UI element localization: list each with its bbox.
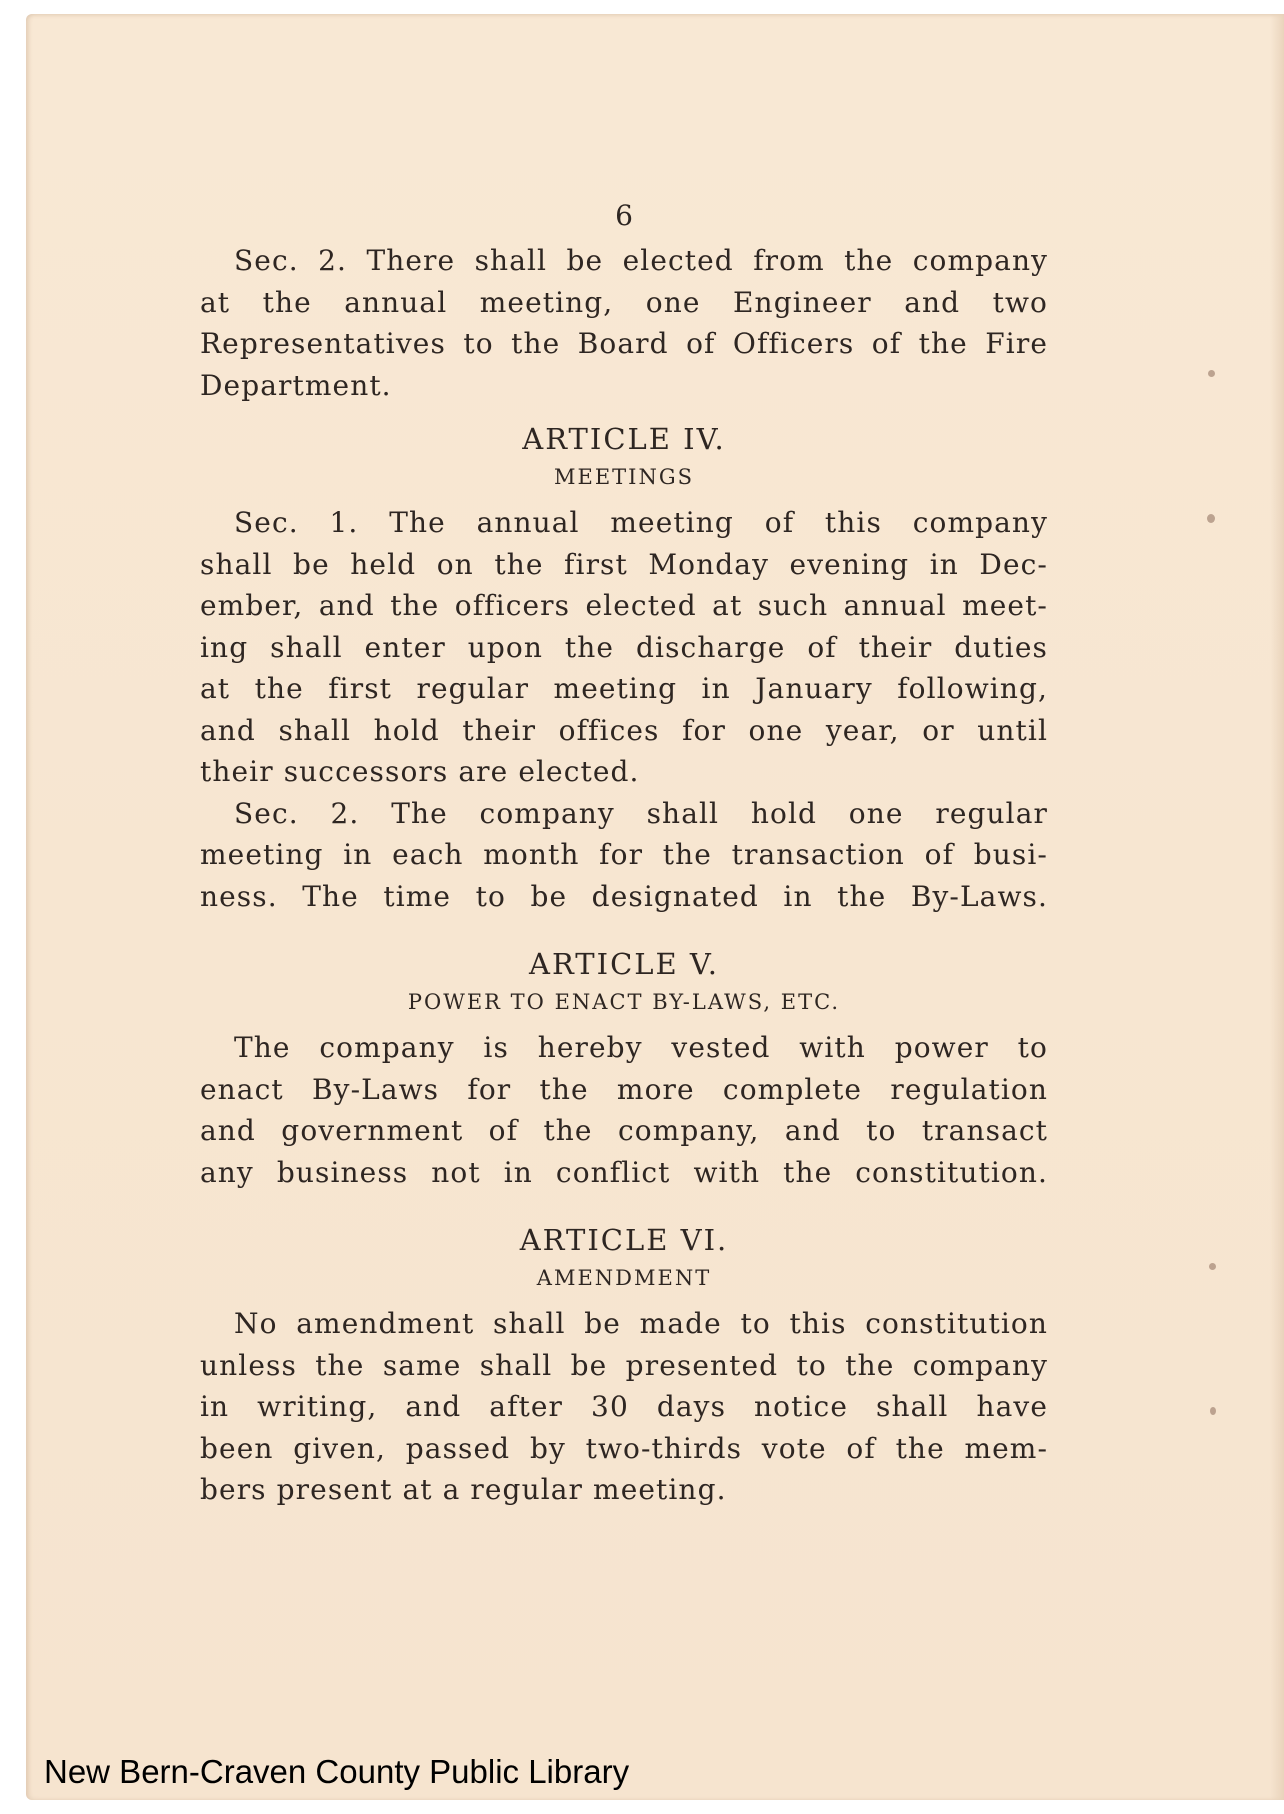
binding-hole-mark [1207,514,1215,523]
text-line: enact By-Laws for the more complete regulation [200,1072,1048,1106]
article-subheading: AMENDMENT [536,1266,712,1290]
text-line: at the first regular meeting in January following, [200,672,1048,705]
article-heading: ARTICLE V. [529,947,719,981]
spacer [200,917,1048,931]
text-line: in writing, and after 30 days notice shall have [200,1390,1048,1423]
text-line: ness. The time to be designated in the By-Laws. [200,879,1048,913]
text-line: unless the same shall be presented to the company [200,1348,1048,1382]
text-line: Department. [200,368,392,402]
library-attribution-label: New Bern-Craven County Public Library [44,1753,630,1790]
article4-section2 [200,793,1048,918]
binding-hole-mark [1209,1263,1216,1270]
text-line: ing shall enter upon the discharge of their duties [200,630,1048,664]
text-line: shall be held on the first Monday evening in Dec- [200,547,1048,581]
page-number: 6 [615,199,633,232]
article-heading: ARTICLE VI. [519,1223,729,1257]
text-line: been given, passed by two-thirds vote of the mem- [200,1431,1048,1465]
text-line: and government of the company, and to transact [200,1114,1048,1147]
text-line: The company is hereby vested with power to [234,1031,1048,1064]
article-subheading: MEETINGS [553,465,694,489]
article3-section2 [200,240,1048,406]
article5-body [200,1027,1048,1193]
article-heading: ARTICLE IV. [522,422,726,456]
text-line: and shall hold their offices for one year, or until [200,713,1048,747]
text-line: Representatives to the Board of Officers of the Fire [200,327,1048,360]
spacer [200,1193,1048,1207]
text-line: No amendment shall be made to this constitution [234,1307,1048,1340]
text-line: bers present at a regular meeting. [200,1473,727,1506]
text-line: meeting in each month for the transaction of busi- [200,838,1048,871]
binding-hole-mark [1210,1407,1216,1415]
text-line: Sec. 1. The annual meeting of this company [234,506,1048,539]
text-line: at the annual meeting, one Engineer and two [200,285,1048,319]
article6-body [200,1303,1048,1511]
text-line: any business not in conflict with the constitution. [200,1155,1048,1189]
text-line: Sec. 2. The company shall hold one regular [234,796,1048,830]
article4-section1 [200,502,1048,793]
page-edge [1270,14,1284,1800]
document-body [200,200,1048,1511]
text-line: Sec. 2. There shall be elected from the company [234,244,1048,277]
article-subheading: POWER TO ENACT BY-LAWS, ETC. [407,990,841,1014]
binding-hole-mark [1208,370,1215,377]
text-line: their successors are elected. [200,755,640,788]
text-line: ember, and the officers elected at such annual meet- [200,589,1048,622]
